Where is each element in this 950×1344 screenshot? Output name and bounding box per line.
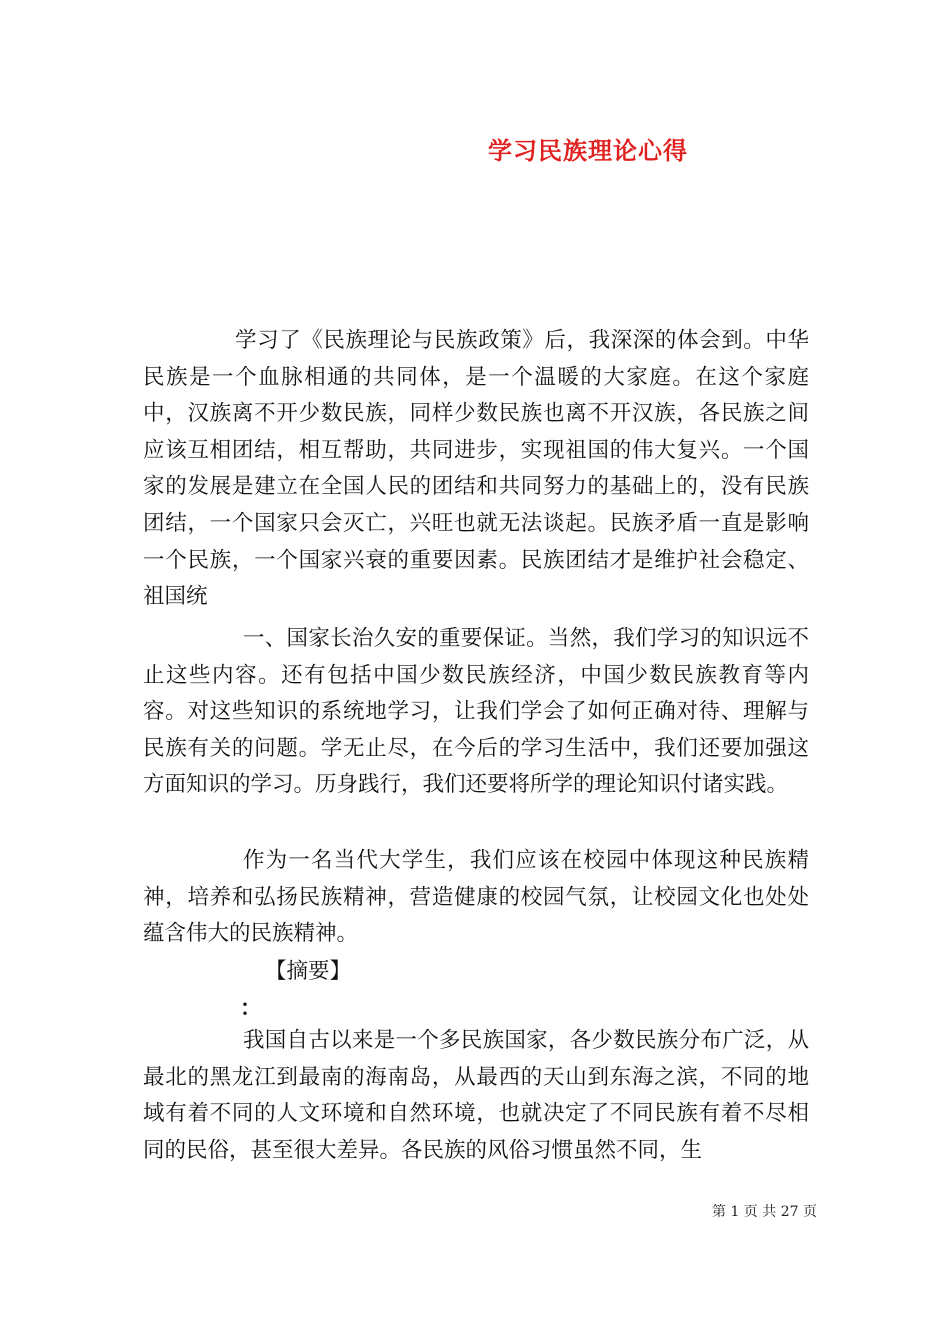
abstract-colon: ： xyxy=(240,996,262,1021)
abstract-heading: 【摘要】 xyxy=(265,959,352,984)
document-title: 学习民族理论心得 xyxy=(488,136,688,165)
body-paragraph-3: 作为一名当代大学生，我们应该在校园中体现这种民族精神，培养和弘扬民族精神，营造健康的校园气氛，让校园文化也处处蕴含伟大的民族精神。 xyxy=(143,848,809,947)
body-paragraph-1: 学习了《民族理论与民族政策》后，我深深的体会到。中华民族是一个血脉相通的共同体，是一个温暖的大家庭。在这个家庭中，汉族离不开少数民族，同样少数民族也离不开汉族，各民族之间应该互相团结，相互帮助，共同进步，实现祖国的伟大复兴。一个国家的发展是建立在全国人民的团结和共同努力的基础上的，没有民族团结，一个国家只会灭亡，兴旺也就无法谈起。民族矛盾一直是影响一个民族，一个国家兴衰的重要因素。民族团结才是维护社会稳定、祖国统 xyxy=(143,328,809,610)
abstract-paragraph: 我国自古以来是一个多民族国家，各少数民族分布广泛，从最北的黑龙江到最南的海南岛，从最西的天山到东海之滨，不同的地域有着不同的人文环境和自然环境，也就决定了不同民族有着不尽相同的民俗，甚至很大差异。各民族的风俗习惯虽然不同，生 xyxy=(143,1028,809,1163)
page-number-footer: 第 1 页 共 27 页 xyxy=(712,1204,817,1220)
body-paragraph-2: 一、国家长治久安的重要保证。当然，我们学习的知识远不止这些内容。还有包括中国少数民族经济，中国少数民族教育等内容。对这些知识的系统地学习，让我们学会了如何正确对待、理解与民族有关的问题。学无止尽，在今后的学习生活中，我们还要加强这方面知识的学习。历身践行，我们还要将所学的理论知识付诸实践。 xyxy=(143,626,809,798)
